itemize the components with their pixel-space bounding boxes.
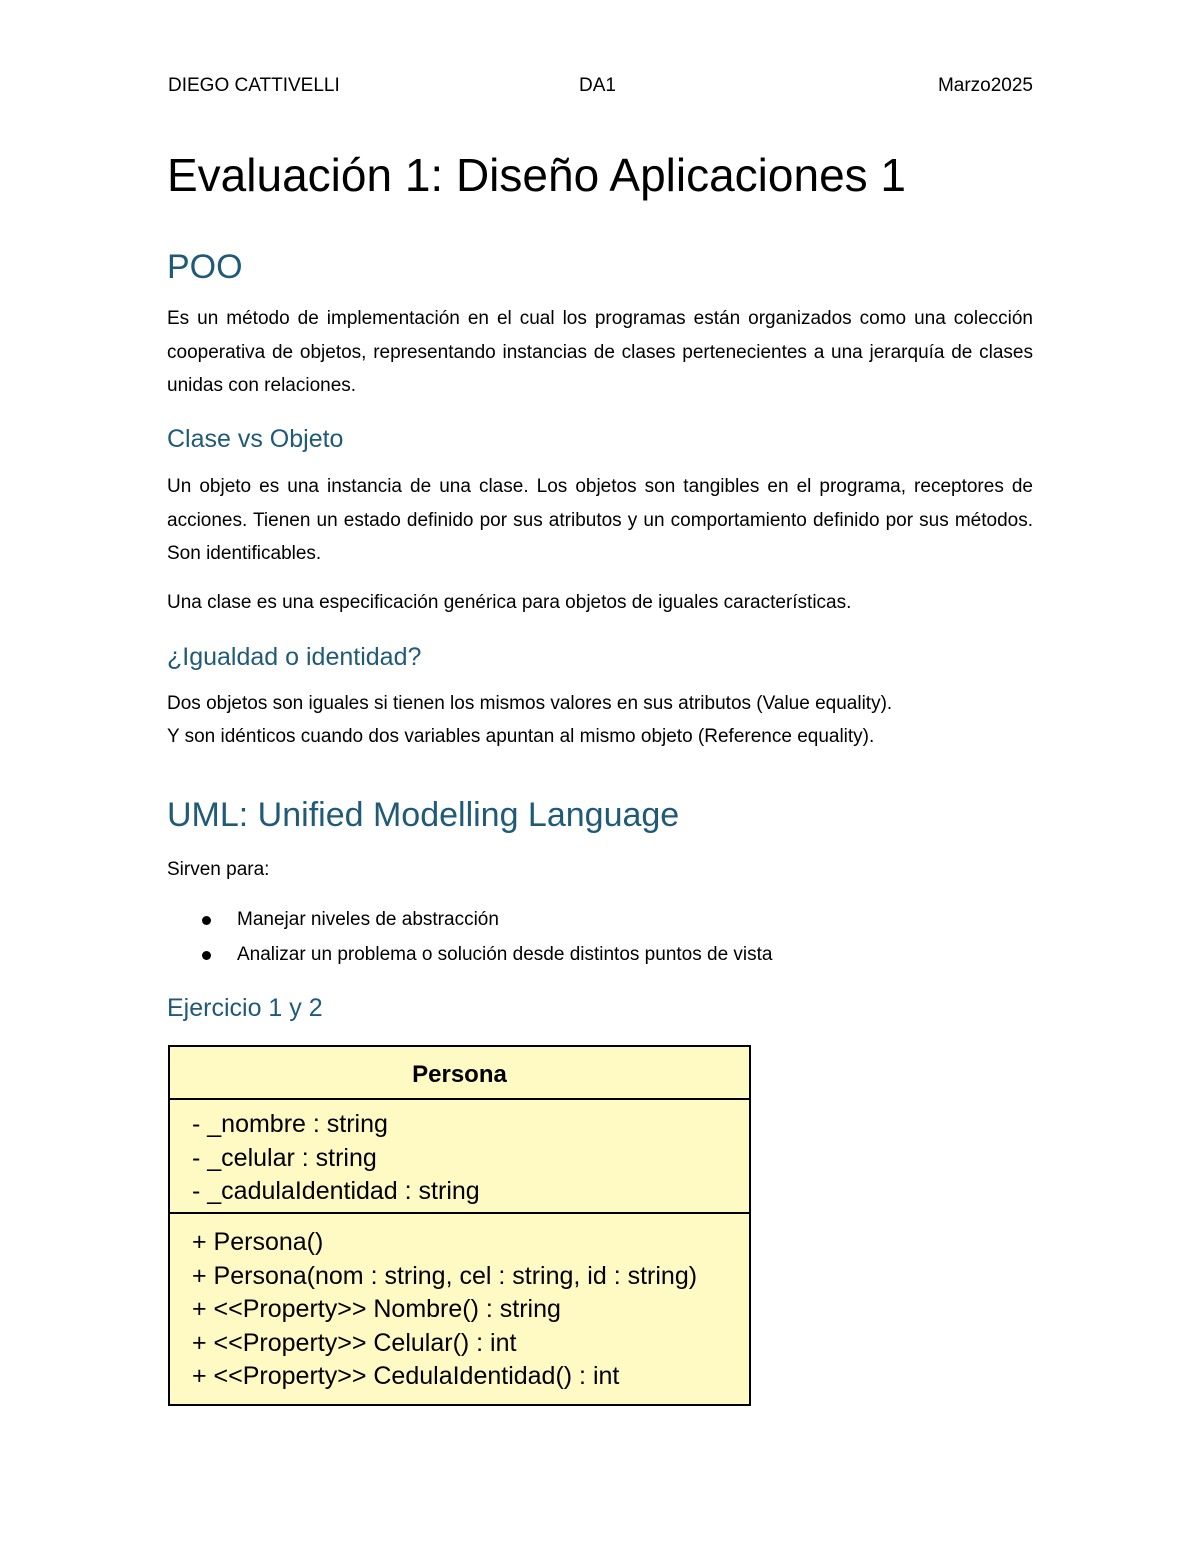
list-item (167, 938, 773, 973)
uml-operation: + <<Property>> CedulaIdentidad() : int (192, 1362, 620, 1390)
header-author: DIEGO CATTIVELLI (168, 75, 340, 96)
uml-attribute: - _nombre : string (192, 1110, 388, 1138)
heading-uml: UML: Unified Modelling Language (167, 796, 680, 834)
bullet-icon (202, 951, 211, 960)
list-item-text: Manejar niveles de abstracción (237, 909, 499, 930)
paragraph-igualdad-1: Dos objetos son iguales si tienen los mismos valores en sus atributos (Value equality). (167, 693, 893, 714)
uml-operation: + Persona(nom : string, cel : string, id : string) (192, 1261, 698, 1290)
uml-operations (170, 1214, 749, 1394)
uml-operation: + <<Property>> Nombre() : string (192, 1295, 561, 1323)
paragraph-sirven-para: Sirven para: (167, 859, 270, 880)
uml-operation: + Persona() (192, 1228, 324, 1256)
list-item (167, 903, 773, 938)
heading-poo: POO (167, 248, 243, 286)
heading-clase-vs-objeto: Clase vs Objeto (167, 425, 344, 453)
bullet-icon (202, 916, 211, 925)
uml-bullet-list (167, 903, 773, 972)
paragraph-poo: Es un método de implementación en el cual los programas están organizados como una colección cooperativa de objetos, representando instancias de clases pertenecientes a una jerarquía de clases unidas con relaciones. (167, 308, 1033, 396)
paragraph-igualdad-2: Y son idénticos cuando dos variables apuntan al mismo objeto (Reference equality). (167, 726, 875, 747)
uml-attribute: - _cadulaIdentidad : string (192, 1177, 480, 1205)
uml-class-name: Persona (170, 1047, 749, 1100)
paragraph-objeto: Un objeto es una instancia de una clase. Los objetos son tangibles en el programa, receptores de acciones. Tienen un estado definido por sus atributos y un comportamiento definido por sus métodos. Son identificables. (167, 476, 1033, 564)
uml-operation: + <<Property>> Celular() : int (192, 1328, 517, 1357)
header-date: Marzo2025 (937, 75, 1033, 96)
heading-ejercicio: Ejercicio 1 y 2 (167, 994, 323, 1022)
uml-class-diagram (168, 1045, 751, 1406)
header-course: DA1 (579, 75, 616, 96)
page-title: Evaluación 1: Diseño Aplicaciones 1 (167, 149, 907, 201)
uml-attributes (170, 1100, 749, 1214)
paragraph-clase: Una clase es una especificación genérica para objetos de iguales características. (167, 592, 852, 613)
uml-attribute: - _celular : string (192, 1143, 377, 1172)
list-item-text: Analizar un problema o solución desde distintos puntos de vista (237, 943, 773, 965)
heading-igualdad: ¿Igualdad o identidad? (167, 643, 422, 671)
